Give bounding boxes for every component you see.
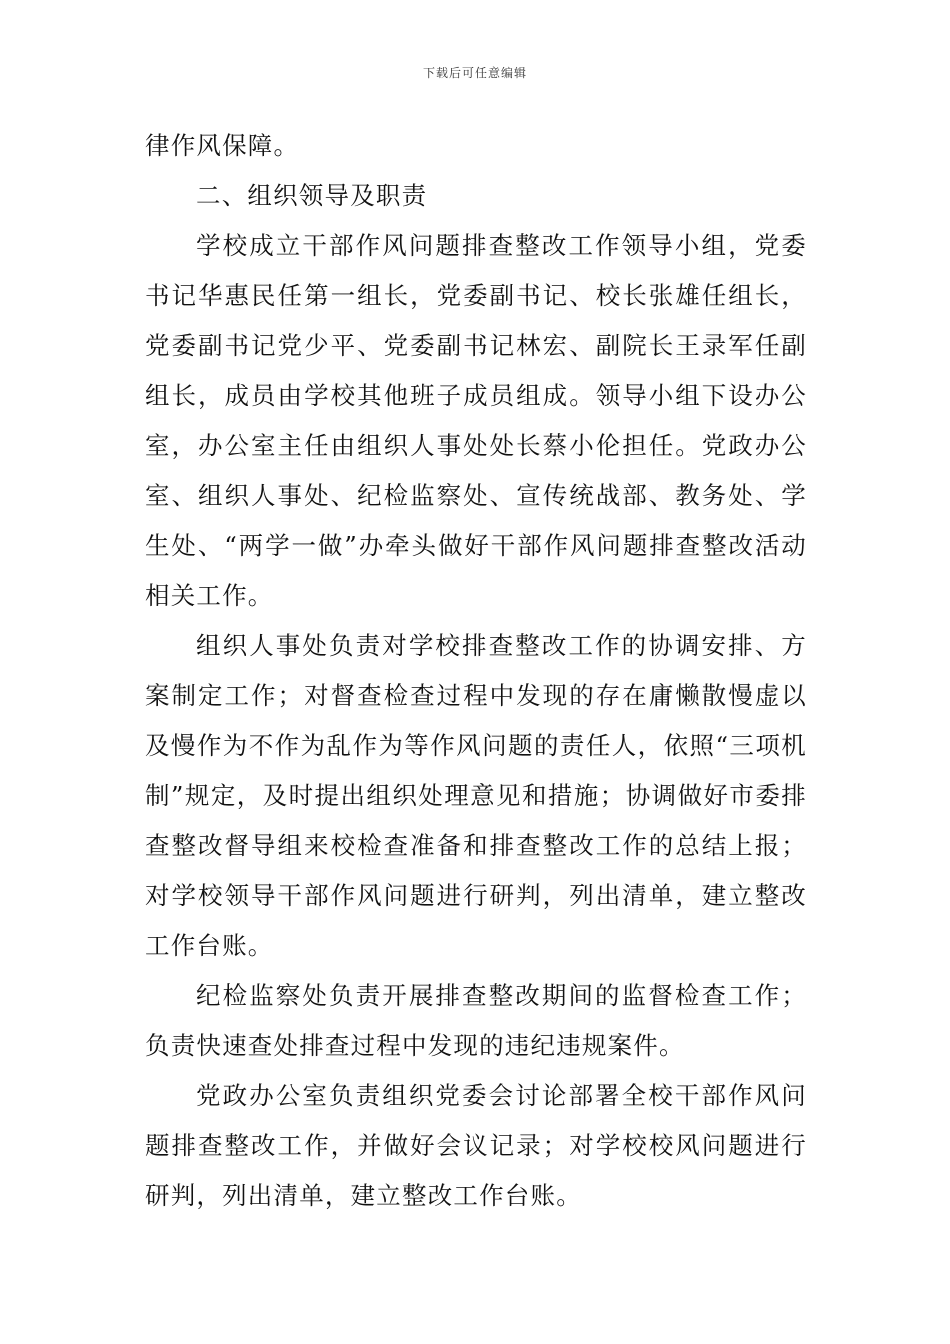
- paragraph-personnel-office: 组织人事处负责对学校排查整改工作的协调安排、方案制定工作；对督查检查过程中发现的存在庸懒散慢虚以及慢作为不作为乱作为等作风问题的责任人，依照“三项机制”规定，及时提出组织处理意见和措施；协调做好市委排查整改督导组来校检查准备和排查整改工作的总结上报；对学校领导干部作风问题进行研判，列出清单，建立整改工作台账。: [145, 631, 807, 960]
- paragraph-leadership-group: 学校成立干部作风问题排查整改工作领导小组，党委书记华惠民任第一组长，党委副书记、校长张雄任组长，党委副书记党少平、党委副书记林宏、副院长王录军任副组长，成员由学校其他班子成员组成。领导小组下设办公室，办公室主任由组织人事处处长蔡小伦担任。党政办公室、组织人事处、纪检监察处、宣传统战部、教务处、学生处、“两学一做”办牵头做好干部作风问题排查整改活动相关工作。: [145, 231, 807, 610]
- paragraph-discipline-office: 纪检监察处负责开展排查整改期间的监督检查工作；负责快速查处排查过程中发现的违纪违规案件。: [145, 981, 807, 1060]
- paragraph-party-office: 党政办公室负责组织党委会讨论部署全校干部作风问题排查整改工作，并做好会议记录；对学校校风问题进行研判，列出清单，建立整改工作台账。: [145, 1081, 807, 1210]
- section-heading: 二、组织领导及职责: [196, 181, 428, 210]
- paragraph-continuation: 律作风保障。: [145, 131, 300, 160]
- document-body: [145, 121, 807, 1221]
- page-header-note: 下载后可任意编辑: [422, 66, 527, 80]
